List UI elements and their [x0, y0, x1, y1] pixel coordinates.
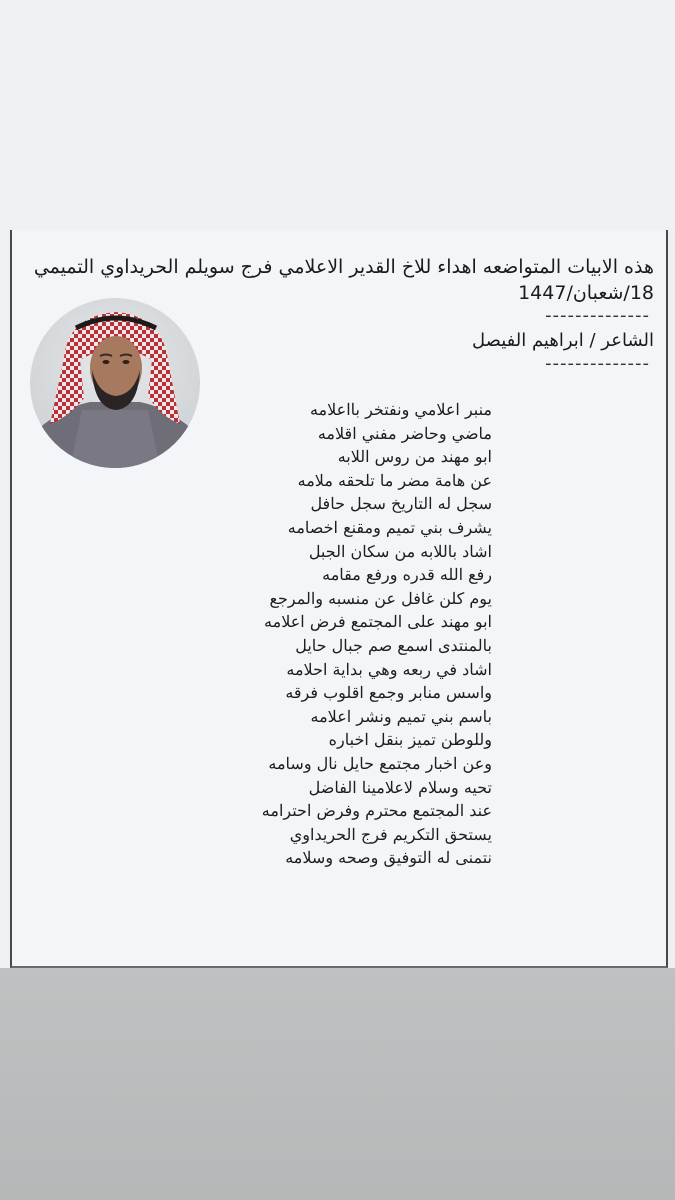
- poem-verse: وعن اخبار مجتمع حايل نال وسامه: [268, 753, 492, 773]
- poem-verse: يستحق التكريم فرج الحريداوي: [289, 824, 492, 844]
- poem-verse: اشاد باللابه من سكان الجبل: [308, 541, 492, 561]
- poem-verse: نتمنى له التوفيق وصحه وسلامه: [285, 848, 492, 868]
- poem-verse: ابو مهند على المجتمع فرض اعلامه: [264, 612, 492, 632]
- poem-verse: منبر اعلامي ونفتخر بااعلامه: [309, 400, 492, 419]
- poem-verse: واسس منابر وجمع اقلوب فرقه: [285, 683, 492, 703]
- bottom-gray-area: [0, 968, 675, 1200]
- poem-verse: يشرف بني تميم ومقنع اخصامه: [287, 517, 492, 537]
- poem: [202, 398, 492, 870]
- divider-bottom: --------------: [545, 353, 650, 374]
- poet-name: الشاعر / ابراهيم الفيصل: [471, 330, 654, 351]
- portrait-image: [30, 298, 200, 468]
- poem-verse: عند المجتمع محترم وفرض احترامه: [261, 801, 492, 821]
- poem-verse: ماضي وحاضر مفني اقلامه: [317, 423, 492, 443]
- poem-verse: رفع الله قدره ورفع مقامه: [322, 565, 492, 585]
- poem-verse: تحيه وسلام لاعلامينا الفاضل: [308, 777, 492, 797]
- dedication-card: [10, 230, 668, 968]
- poem-verse: اشاد في ربعه وهي بداية احلامه: [286, 659, 492, 679]
- poem-verse: وللوطن تميز بنقل اخباره: [328, 730, 492, 750]
- dedication-text: هذه الابيات المتواضعه اهداء للاخ القدير الاعلامي فرج سويلم الحريداوي التميمي: [33, 256, 654, 278]
- dedication-date: 18/شعبان/1447: [518, 282, 654, 304]
- top-blank-area: [0, 0, 675, 230]
- avatar: [30, 298, 200, 468]
- poem-verse: ابو مهند من روس اللابه: [337, 447, 492, 467]
- poem-verse: يوم كلن غافل عن منسبه والمرجع: [269, 588, 492, 608]
- poem-verse: بالمنتدى اسمع صم جبال حايل: [295, 635, 492, 655]
- divider-top: --------------: [545, 305, 650, 326]
- poem-verse: باسم بني تميم ونشر اعلامه: [310, 706, 492, 726]
- poem-verse: سجل له التاريخ سجل حافل: [310, 494, 492, 514]
- poem-verse: عن هامة مضر ما تلحقه ملامه: [297, 470, 492, 490]
